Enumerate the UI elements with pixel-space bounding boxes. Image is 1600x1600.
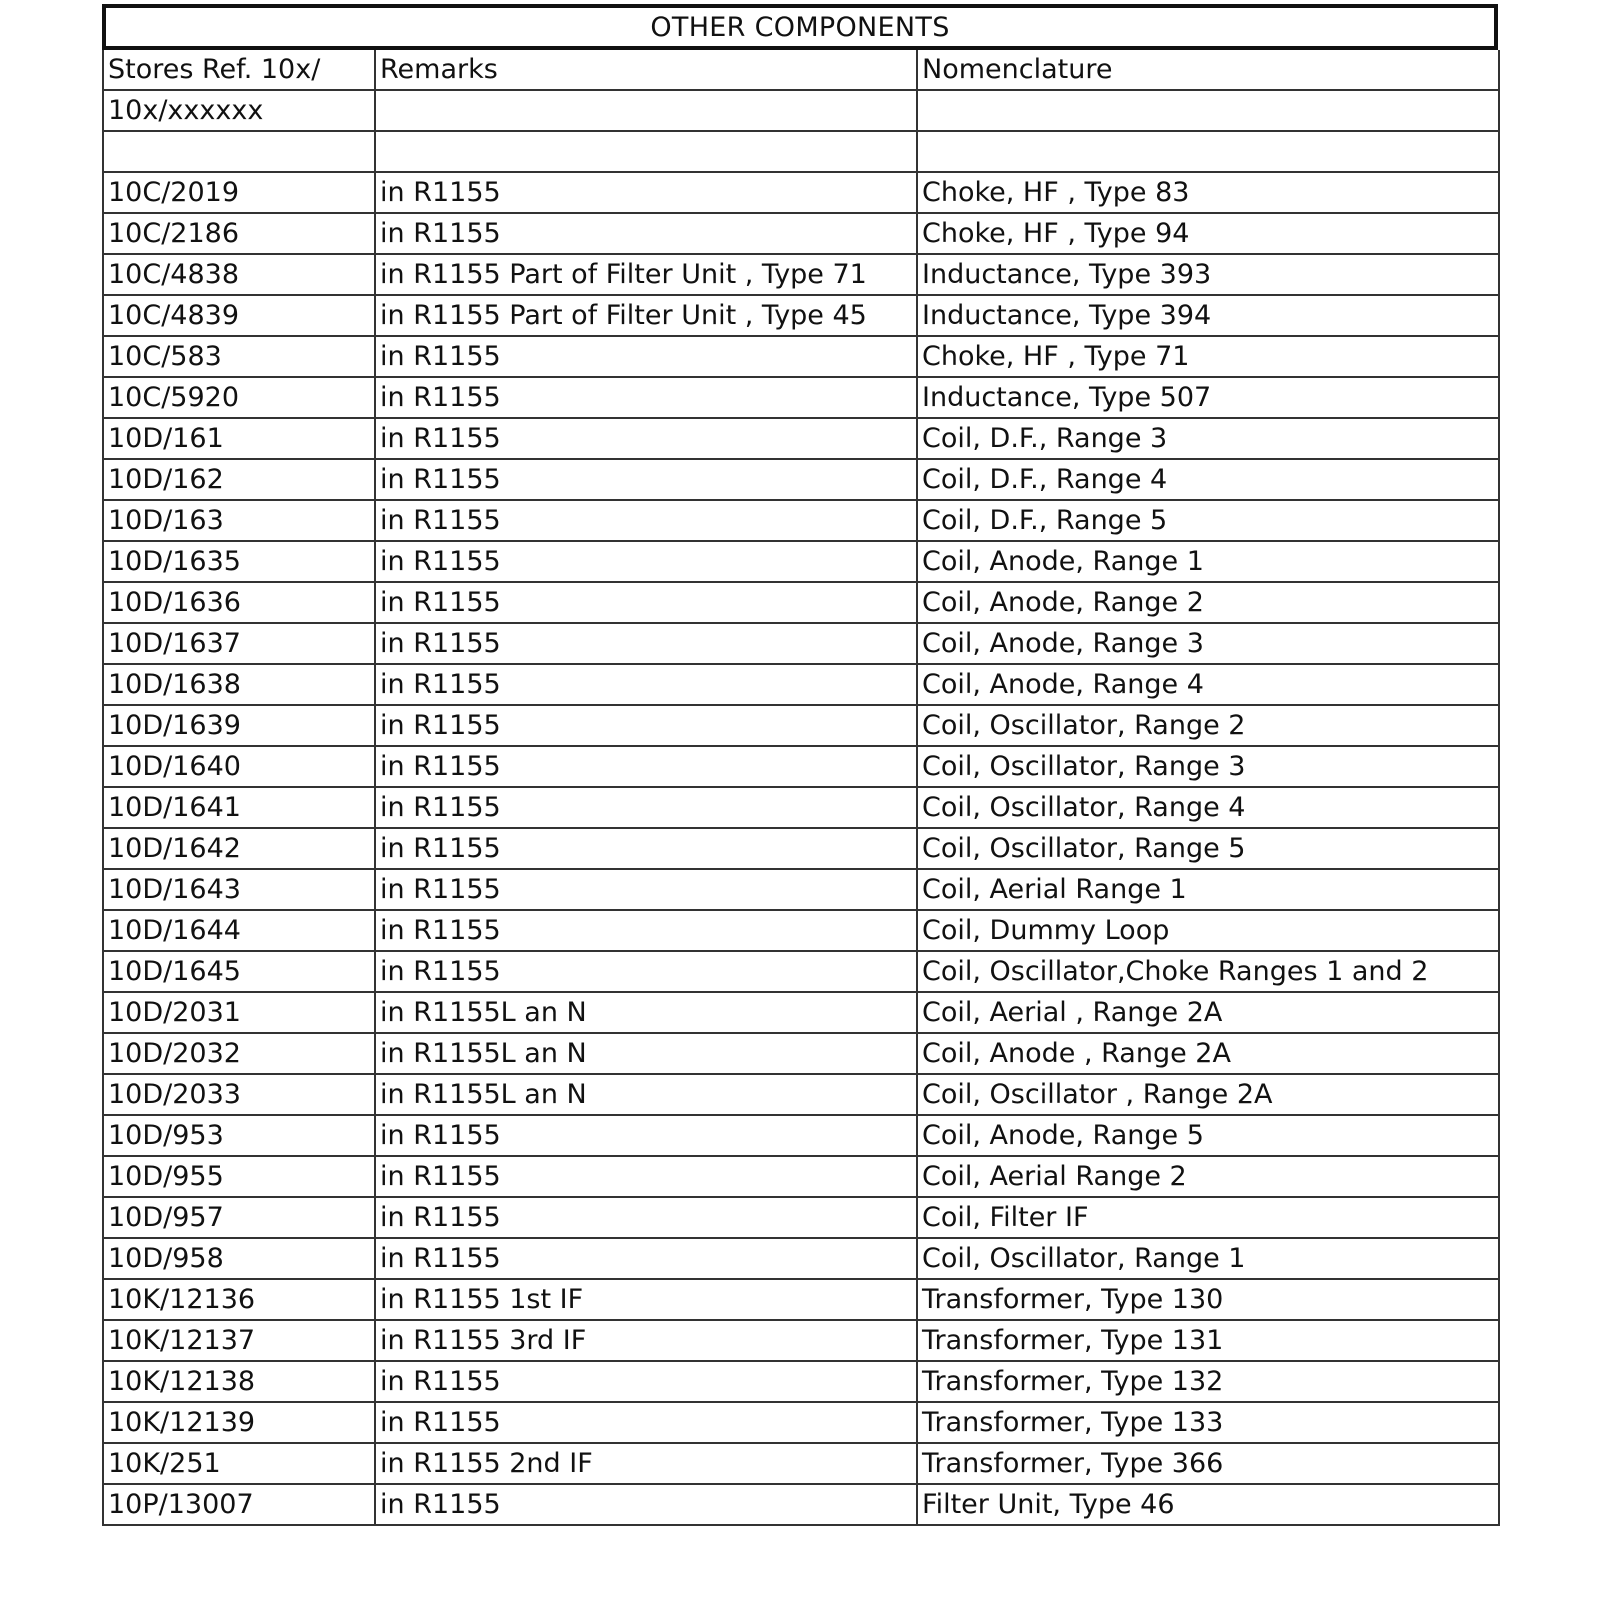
cell-stores-ref: 10D/1645 [103,951,375,992]
sheet-title: OTHER COMPONENTS [102,4,1498,50]
cell-stores-ref: 10C/4839 [103,295,375,336]
table-row [103,1443,1499,1484]
header-remarks: Remarks [375,50,917,90]
table-row [103,582,1499,623]
cell-remarks: in R1155 [375,172,917,213]
cell-stores-ref: 10D/957 [103,1197,375,1238]
cell-remarks: in R1155 [375,1238,917,1279]
cell-nomenclature: Coil, Anode, Range 4 [917,664,1499,705]
cell-remarks: in R1155 [375,1402,917,1443]
cell-nomenclature: Choke, HF , Type 71 [917,336,1499,377]
subheader-stores-ref-format: 10x/xxxxxx [103,90,375,131]
cell-stores-ref: 10D/1636 [103,582,375,623]
table-row [103,910,1499,951]
table-row [103,336,1499,377]
cell-stores-ref: 10D/1644 [103,910,375,951]
cell-nomenclature: Coil, Oscillator, Range 3 [917,746,1499,787]
table-row [103,746,1499,787]
cell-nomenclature: Transformer, Type 366 [917,1443,1499,1484]
cell-remarks: in R1155 2nd IF [375,1443,917,1484]
table-row [103,213,1499,254]
cell-remarks: in R1155 Part of Filter Unit , Type 71 [375,254,917,295]
header-nomenclature: Nomenclature [917,50,1499,90]
cell-nomenclature: Transformer, Type 133 [917,1402,1499,1443]
cell-stores-ref: 10D/163 [103,500,375,541]
cell-stores-ref: 10K/12139 [103,1402,375,1443]
cell-nomenclature: Inductance, Type 394 [917,295,1499,336]
components-table [102,50,1500,1526]
blank-cell [375,131,917,172]
components-sheet [102,4,1498,1526]
table-row [103,951,1499,992]
cell-stores-ref: 10D/1637 [103,623,375,664]
cell-stores-ref: 10C/583 [103,336,375,377]
cell-nomenclature: Choke, HF , Type 83 [917,172,1499,213]
cell-remarks: in R1155 [375,746,917,787]
cell-stores-ref: 10D/1640 [103,746,375,787]
cell-remarks: in R1155 [375,582,917,623]
table-row [103,1197,1499,1238]
table-row [103,1115,1499,1156]
table-row [103,1402,1499,1443]
cell-nomenclature: Coil, Dummy Loop [917,910,1499,951]
cell-remarks: in R1155 Part of Filter Unit , Type 45 [375,295,917,336]
table-row [103,377,1499,418]
cell-nomenclature: Coil, D.F., Range 4 [917,459,1499,500]
blank-cell [917,131,1499,172]
table-row [103,828,1499,869]
cell-nomenclature: Coil, Oscillator , Range 2A [917,1074,1499,1115]
cell-remarks: in R1155 [375,705,917,746]
cell-nomenclature: Coil, D.F., Range 3 [917,418,1499,459]
cell-nomenclature: Choke, HF , Type 94 [917,213,1499,254]
cell-remarks: in R1155 [375,951,917,992]
cell-stores-ref: 10D/1643 [103,869,375,910]
cell-stores-ref: 10C/5920 [103,377,375,418]
cell-nomenclature: Coil, Anode, Range 2 [917,582,1499,623]
table-row [103,664,1499,705]
cell-stores-ref: 10D/955 [103,1156,375,1197]
cell-remarks: in R1155 [375,500,917,541]
subheader-row [103,90,1499,131]
cell-remarks: in R1155 [375,213,917,254]
cell-stores-ref: 10P/13007 [103,1484,375,1525]
table-row [103,1361,1499,1402]
table-row [103,1484,1499,1525]
table-row [103,295,1499,336]
cell-nomenclature: Filter Unit, Type 46 [917,1484,1499,1525]
cell-nomenclature: Coil, Oscillator, Range 5 [917,828,1499,869]
cell-remarks: in R1155 [375,910,917,951]
table-row [103,992,1499,1033]
cell-nomenclature: Coil, Oscillator, Range 4 [917,787,1499,828]
subheader-nomenclature-cell [917,90,1499,131]
cell-remarks: in R1155 [375,1484,917,1525]
cell-remarks: in R1155 [375,664,917,705]
cell-nomenclature: Coil, Anode, Range 5 [917,1115,1499,1156]
table-row [103,1033,1499,1074]
cell-nomenclature: Coil, Filter IF [917,1197,1499,1238]
cell-nomenclature: Inductance, Type 507 [917,377,1499,418]
cell-nomenclature: Coil, Aerial Range 1 [917,869,1499,910]
blank-cell [103,131,375,172]
cell-stores-ref: 10D/1642 [103,828,375,869]
cell-remarks: in R1155 [375,377,917,418]
subheader-remarks-cell [375,90,917,131]
table-row [103,459,1499,500]
table-row [103,623,1499,664]
cell-stores-ref: 10K/12137 [103,1320,375,1361]
table-row [103,418,1499,459]
cell-remarks: in R1155 1st IF [375,1279,917,1320]
cell-nomenclature: Transformer, Type 130 [917,1279,1499,1320]
table-row [103,787,1499,828]
cell-remarks: in R1155L an N [375,992,917,1033]
cell-nomenclature: Coil, Oscillator, Range 2 [917,705,1499,746]
cell-nomenclature: Coil, Oscillator, Range 1 [917,1238,1499,1279]
cell-nomenclature: Coil, Anode , Range 2A [917,1033,1499,1074]
cell-remarks: in R1155 [375,459,917,500]
cell-stores-ref: 10D/162 [103,459,375,500]
cell-stores-ref: 10D/1635 [103,541,375,582]
components-table-body [103,50,1499,1525]
header-stores-ref: Stores Ref. 10x/ [103,50,375,90]
cell-stores-ref: 10D/2033 [103,1074,375,1115]
cell-nomenclature: Coil, Anode, Range 1 [917,541,1499,582]
cell-remarks: in R1155 [375,623,917,664]
cell-nomenclature: Coil, D.F., Range 5 [917,500,1499,541]
cell-stores-ref: 10K/12136 [103,1279,375,1320]
cell-remarks: in R1155L an N [375,1033,917,1074]
cell-stores-ref: 10D/1638 [103,664,375,705]
table-row [103,541,1499,582]
table-row [103,1279,1499,1320]
table-row [103,172,1499,213]
cell-remarks: in R1155 [375,828,917,869]
cell-stores-ref: 10D/161 [103,418,375,459]
header-row [103,50,1499,90]
cell-stores-ref: 10C/2186 [103,213,375,254]
cell-stores-ref: 10C/4838 [103,254,375,295]
cell-nomenclature: Coil, Aerial Range 2 [917,1156,1499,1197]
cell-stores-ref: 10D/958 [103,1238,375,1279]
cell-remarks: in R1155 [375,869,917,910]
cell-remarks: in R1155 [375,1156,917,1197]
cell-remarks: in R1155 [375,418,917,459]
table-row [103,500,1499,541]
cell-stores-ref: 10K/251 [103,1443,375,1484]
cell-remarks: in R1155 [375,1361,917,1402]
cell-stores-ref: 10D/1639 [103,705,375,746]
cell-remarks: in R1155 3rd IF [375,1320,917,1361]
cell-stores-ref: 10D/953 [103,1115,375,1156]
cell-remarks: in R1155 [375,787,917,828]
cell-nomenclature: Inductance, Type 393 [917,254,1499,295]
cell-nomenclature: Transformer, Type 132 [917,1361,1499,1402]
table-row [103,1238,1499,1279]
blank-row [103,131,1499,172]
cell-remarks: in R1155 [375,541,917,582]
table-row [103,1320,1499,1361]
cell-stores-ref: 10C/2019 [103,172,375,213]
cell-nomenclature: Transformer, Type 131 [917,1320,1499,1361]
cell-remarks: in R1155 [375,1197,917,1238]
table-row [103,705,1499,746]
cell-nomenclature: Coil, Anode, Range 3 [917,623,1499,664]
cell-remarks: in R1155 [375,336,917,377]
cell-stores-ref: 10D/1641 [103,787,375,828]
cell-nomenclature: Coil, Oscillator,Choke Ranges 1 and 2 [917,951,1499,992]
table-row [103,1074,1499,1115]
cell-stores-ref: 10D/2032 [103,1033,375,1074]
cell-stores-ref: 10D/2031 [103,992,375,1033]
table-row [103,869,1499,910]
table-row [103,1156,1499,1197]
cell-stores-ref: 10K/12138 [103,1361,375,1402]
cell-remarks: in R1155 [375,1115,917,1156]
table-row [103,254,1499,295]
cell-remarks: in R1155L an N [375,1074,917,1115]
cell-nomenclature: Coil, Aerial , Range 2A [917,992,1499,1033]
